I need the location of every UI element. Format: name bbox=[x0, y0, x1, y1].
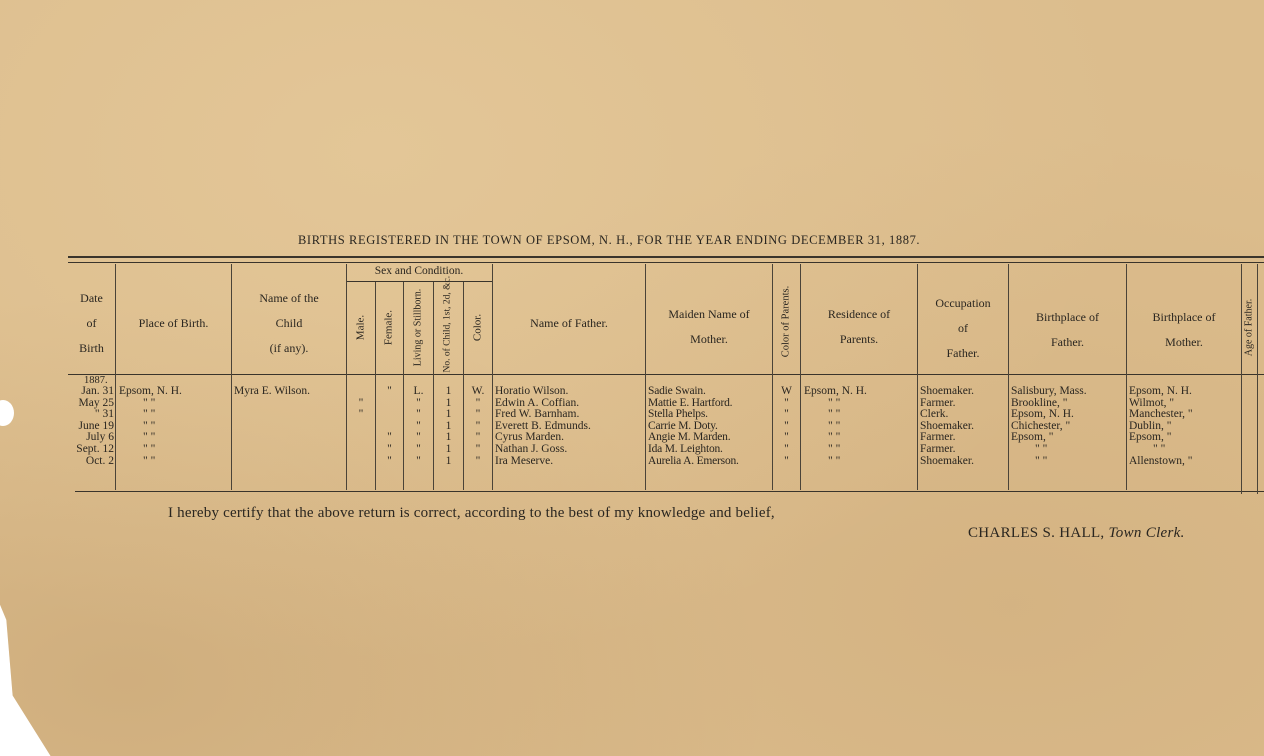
bp-mother-cell: Wilmot, " bbox=[1129, 396, 1175, 409]
place-cell: Epsom, N. H. bbox=[119, 385, 182, 397]
header-female: Female. bbox=[382, 309, 395, 346]
residence-cell: " " bbox=[828, 431, 841, 444]
column-birthplace-mother bbox=[1129, 386, 1241, 467]
place-cell: " " bbox=[143, 431, 156, 444]
place-cell: " " bbox=[143, 442, 156, 455]
occupation-cell: Farmer. bbox=[920, 442, 956, 455]
col-divider bbox=[1126, 264, 1127, 490]
date-cell: " 31 bbox=[94, 408, 114, 421]
column-living: L. " " " " " " bbox=[413, 385, 424, 467]
bp-father-cell: " " bbox=[1035, 442, 1048, 455]
column-female: " " " " bbox=[387, 385, 392, 467]
father-cell: Cyrus Marden. bbox=[495, 431, 564, 444]
header-maiden: Maiden Name of Mother. bbox=[668, 307, 750, 346]
col-divider bbox=[1008, 264, 1009, 490]
header-birthplace-father: Birthplace of Father. bbox=[1036, 310, 1099, 349]
column-maiden-name bbox=[648, 386, 772, 467]
bp-mother-cell: Allenstown, " bbox=[1129, 454, 1193, 467]
residence-cell: " " bbox=[828, 396, 841, 409]
date-cell: Sept. 12 bbox=[76, 442, 114, 455]
date-cell: July 6 bbox=[86, 431, 114, 444]
column-place bbox=[119, 386, 229, 467]
residence-cell: " " bbox=[828, 419, 841, 432]
father-cell: Edwin A. Coffian. bbox=[495, 396, 580, 409]
col-divider bbox=[1257, 264, 1258, 494]
occupation-cell: Clerk. bbox=[920, 408, 949, 421]
mother-cell: Ida M. Leighton. bbox=[648, 442, 723, 455]
column-male: " " bbox=[358, 396, 364, 421]
bp-father-cell: " " bbox=[1035, 454, 1048, 467]
bp-father-cell: Epsom, N. H. bbox=[1011, 408, 1074, 421]
col-divider bbox=[645, 264, 646, 490]
register-title: BIRTHS REGISTERED IN THE TOWN OF EPSOM, N. H., FOR THE YEAR ENDING DECEMBER 31, 1887. bbox=[298, 233, 921, 247]
header-age-father: Age of Father. bbox=[1243, 298, 1255, 357]
occupation-cell: Farmer. bbox=[920, 396, 956, 409]
bp-mother-cell: Dublin, " bbox=[1129, 419, 1172, 432]
occupation-cell: Shoemaker. bbox=[920, 454, 974, 467]
bp-father-cell: Salisbury, Mass. bbox=[1011, 385, 1087, 397]
header-living: Living or Stillborn. bbox=[412, 288, 424, 367]
residence-cell: " " bbox=[828, 442, 841, 455]
header-occupation: Occupation of Father. bbox=[935, 296, 991, 360]
occupation-cell: Shoemaker. bbox=[920, 419, 974, 432]
header-no-of-child: No. of Child, 1st, 2d, &c. bbox=[442, 275, 453, 373]
father-cell: Horatio Wilson. bbox=[495, 385, 569, 397]
header-child: Name of the Child (if any). bbox=[259, 291, 319, 355]
header-father: Name of Father. bbox=[530, 316, 608, 330]
certification-text: I hereby certify that the above return is correct, according to the best of my knowledge and belief, bbox=[168, 505, 775, 521]
mother-cell: Mattie E. Hartford. bbox=[648, 396, 733, 409]
date-cell: Oct. 2 bbox=[85, 454, 114, 467]
column-date bbox=[66, 386, 114, 467]
mother-cell: Stella Phelps. bbox=[648, 408, 708, 421]
place-cell: " " bbox=[143, 419, 156, 432]
column-birthplace-father bbox=[1011, 386, 1125, 467]
header-sex-condition: Sex and Condition. bbox=[374, 265, 464, 277]
top-rule bbox=[68, 256, 1264, 258]
column-color: W. " " " " " " bbox=[471, 385, 485, 467]
column-residence bbox=[804, 386, 916, 467]
clerk-name: CHARLES S. HALL, bbox=[968, 525, 1105, 541]
header-rule bbox=[68, 374, 1264, 375]
residence-cell: Epsom, N. H. bbox=[804, 385, 867, 397]
bp-mother-cell: Epsom, " bbox=[1129, 431, 1172, 444]
place-cell: " " bbox=[143, 408, 156, 421]
date-cell: Jan. 31 bbox=[81, 385, 114, 397]
header-birthplace-mother: Birthplace of Mother. bbox=[1152, 310, 1216, 349]
date-cell: May 25 bbox=[78, 396, 114, 409]
clerk-title: Town Clerk. bbox=[1108, 525, 1185, 541]
header-residence: Residence of Parents. bbox=[827, 307, 891, 346]
column-child bbox=[234, 386, 344, 398]
date-cell: June 19 bbox=[78, 419, 114, 432]
occupation-cell: Farmer. bbox=[920, 431, 956, 444]
residence-cell: " " bbox=[828, 408, 841, 421]
column-father bbox=[495, 386, 645, 467]
col-divider bbox=[800, 264, 801, 490]
header-place: Place of Birth. bbox=[138, 316, 209, 330]
mother-cell: Angie M. Marden. bbox=[648, 431, 731, 444]
bp-mother-cell: Manchester, " bbox=[1129, 408, 1193, 421]
father-cell: Ira Meserve. bbox=[495, 454, 554, 467]
bp-father-cell: Brookline, " bbox=[1011, 396, 1068, 409]
residence-cell: " " bbox=[828, 454, 841, 467]
column-color-parents: W " " " " " " bbox=[781, 385, 792, 467]
bp-father-cell: Chichester, " bbox=[1011, 419, 1071, 432]
header-male: Male. bbox=[354, 314, 367, 341]
mother-cell: Aurelia A. Emerson. bbox=[648, 454, 739, 467]
place-cell: " " bbox=[143, 396, 156, 409]
column-occupation bbox=[920, 386, 1008, 467]
top-rule-thin bbox=[68, 262, 1264, 263]
bottom-rule bbox=[75, 491, 1264, 492]
mother-cell: Carrie M. Doty. bbox=[648, 419, 718, 432]
col-divider bbox=[1241, 264, 1242, 494]
mother-cell: Sadie Swain. bbox=[648, 385, 706, 397]
clerk-signature bbox=[968, 525, 1185, 542]
header-color: Color. bbox=[471, 313, 484, 342]
child-cell: Myra E. Wilson. bbox=[234, 385, 310, 397]
father-cell: Nathan J. Goss. bbox=[495, 442, 568, 455]
father-cell: Everett B. Edmunds. bbox=[495, 419, 591, 432]
bp-mother-cell: " " bbox=[1153, 442, 1166, 455]
header-date: Date of Birth bbox=[79, 291, 104, 355]
year-label: 1887. bbox=[84, 375, 108, 386]
father-cell: Fred W. Barnham. bbox=[495, 408, 580, 421]
col-divider bbox=[492, 264, 493, 490]
bp-mother-cell: Epsom, N. H. bbox=[1129, 385, 1192, 397]
bp-father-cell: Epsom, " bbox=[1011, 431, 1054, 444]
col-divider bbox=[115, 264, 116, 490]
header-color-parents: Color of Parents. bbox=[780, 285, 792, 358]
place-cell: " " bbox=[143, 454, 156, 467]
column-no-of-child: 1 1 1 1 1 1 1 bbox=[445, 385, 452, 467]
occupation-cell: Shoemaker. bbox=[920, 385, 974, 397]
